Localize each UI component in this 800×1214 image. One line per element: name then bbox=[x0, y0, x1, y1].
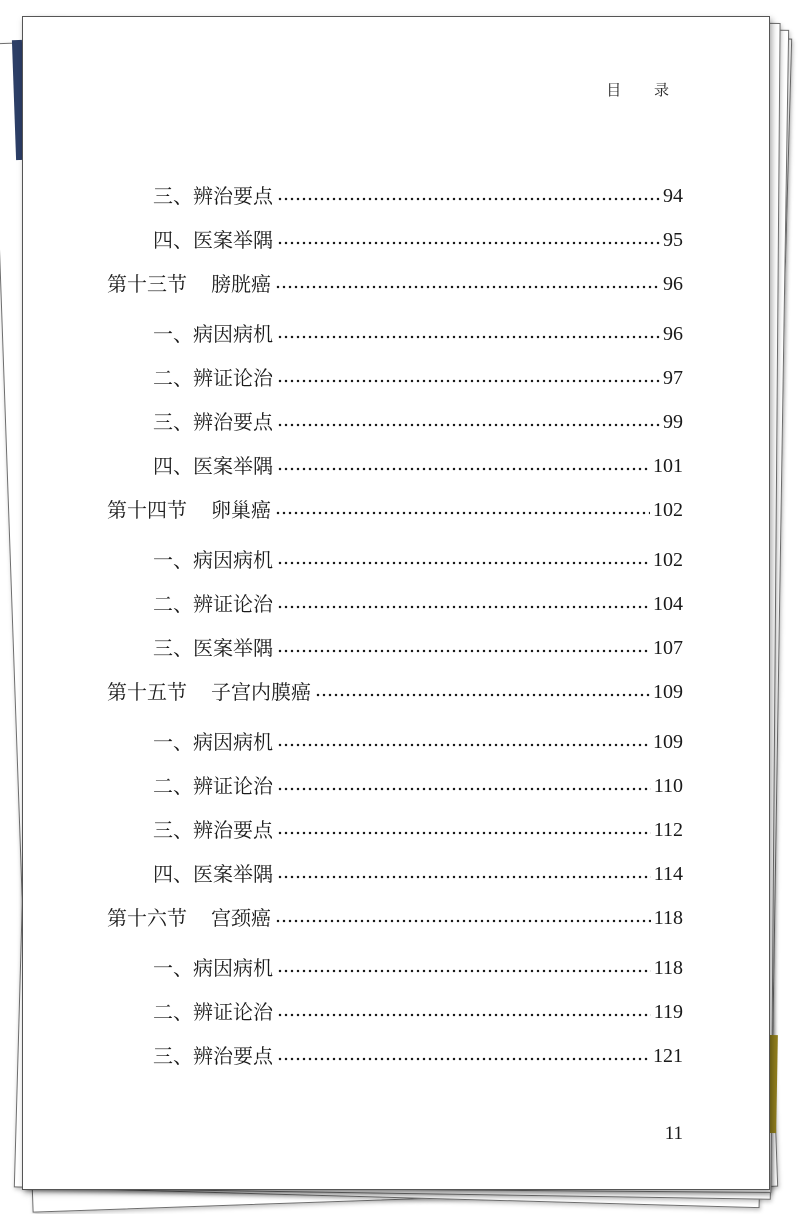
toc-item-label: 三、辨治要点 bbox=[153, 410, 273, 434]
toc-item-label: 四、医案举隅 bbox=[153, 454, 273, 478]
toc-item-label: 四、医案举隅 bbox=[153, 228, 273, 252]
toc-item[interactable] bbox=[153, 954, 683, 982]
toc-item-label: 一、病因病机 bbox=[153, 322, 273, 346]
toc-page bbox=[22, 16, 770, 1190]
toc-item[interactable] bbox=[153, 998, 683, 1026]
toc-page-number: 109 bbox=[653, 681, 683, 703]
toc-page-number: 104 bbox=[653, 593, 683, 615]
toc-page-number: 119 bbox=[653, 1001, 683, 1023]
toc-page-number: 99 bbox=[663, 411, 683, 433]
toc-item-label: 一、病因病机 bbox=[153, 548, 273, 572]
toc-item[interactable] bbox=[153, 452, 683, 480]
toc-item-label: 二、辨证论治 bbox=[153, 1000, 273, 1024]
toc-section[interactable] bbox=[107, 270, 683, 298]
toc-section-title: 卵巢癌 bbox=[211, 498, 271, 522]
toc-section-number: 第十五节 bbox=[107, 680, 187, 704]
toc-item[interactable] bbox=[153, 634, 683, 662]
dot-leader bbox=[277, 423, 660, 427]
dot-leader bbox=[277, 743, 650, 747]
toc-page-number: 96 bbox=[663, 273, 683, 295]
toc-page-number: 96 bbox=[663, 323, 683, 345]
dot-leader bbox=[277, 649, 650, 653]
dot-leader bbox=[277, 335, 660, 339]
running-head: 目 录 bbox=[606, 81, 683, 99]
toc-item[interactable] bbox=[153, 546, 683, 574]
toc-page-number: 94 bbox=[663, 185, 683, 207]
toc-section[interactable] bbox=[107, 678, 683, 706]
dot-leader bbox=[277, 787, 651, 791]
toc-item[interactable] bbox=[153, 226, 683, 254]
toc-item-label: 三、辨治要点 bbox=[153, 184, 273, 208]
toc-item-label: 二、辨证论治 bbox=[153, 592, 273, 616]
toc-page-number: 102 bbox=[653, 499, 683, 521]
toc-page-number: 114 bbox=[653, 863, 683, 885]
dot-leader bbox=[275, 511, 650, 515]
dot-leader bbox=[277, 379, 660, 383]
toc-item[interactable] bbox=[153, 590, 683, 618]
toc-page-number: 118 bbox=[653, 907, 683, 929]
toc-page-number: 109 bbox=[653, 731, 683, 753]
dot-leader bbox=[277, 197, 660, 201]
toc-item-label: 一、病因病机 bbox=[153, 956, 273, 980]
toc-page-number: 102 bbox=[653, 549, 683, 571]
toc-section-number: 第十六节 bbox=[107, 906, 187, 930]
dot-leader bbox=[277, 1013, 651, 1017]
dot-leader bbox=[277, 561, 650, 565]
toc-section-title: 子宫内膜癌 bbox=[211, 680, 311, 704]
toc-page-number: 118 bbox=[653, 957, 683, 979]
dot-leader bbox=[277, 831, 651, 835]
toc-item[interactable] bbox=[153, 182, 683, 210]
toc-section-number: 第十四节 bbox=[107, 498, 187, 522]
toc-section-title: 宫颈癌 bbox=[211, 906, 271, 930]
dot-leader bbox=[275, 919, 651, 923]
toc-item-label: 四、医案举隅 bbox=[153, 862, 273, 886]
dot-leader bbox=[277, 605, 650, 609]
page-number: 11 bbox=[664, 1123, 683, 1144]
toc-page-number: 110 bbox=[653, 775, 683, 797]
toc-item[interactable] bbox=[153, 364, 683, 392]
dot-leader bbox=[277, 969, 651, 973]
toc-section[interactable] bbox=[107, 496, 683, 524]
dot-leader bbox=[277, 467, 650, 471]
dot-leader bbox=[277, 1057, 650, 1061]
toc-page-number: 121 bbox=[653, 1045, 683, 1067]
toc-page-number: 107 bbox=[653, 637, 683, 659]
toc-item[interactable] bbox=[153, 408, 683, 436]
toc-item-label: 三、医案举隅 bbox=[153, 636, 273, 660]
toc-section-number: 第十三节 bbox=[107, 272, 187, 296]
toc-section-title: 膀胱癌 bbox=[211, 272, 271, 296]
toc-page-number: 101 bbox=[653, 455, 683, 477]
toc-item[interactable] bbox=[153, 1042, 683, 1070]
toc-item-label: 三、辨治要点 bbox=[153, 818, 273, 842]
dot-leader bbox=[275, 285, 660, 289]
toc-page-number: 112 bbox=[653, 819, 683, 841]
toc-item-label: 二、辨证论治 bbox=[153, 366, 273, 390]
toc-item[interactable] bbox=[153, 320, 683, 348]
toc-item[interactable] bbox=[153, 860, 683, 888]
toc-page-number: 95 bbox=[663, 229, 683, 251]
toc-item[interactable] bbox=[153, 728, 683, 756]
toc-item[interactable] bbox=[153, 816, 683, 844]
dot-leader bbox=[315, 693, 650, 697]
toc-item[interactable] bbox=[153, 772, 683, 800]
toc-page-number: 97 bbox=[663, 367, 683, 389]
dot-leader bbox=[277, 241, 660, 245]
toc-section[interactable] bbox=[107, 904, 683, 932]
toc-item-label: 二、辨证论治 bbox=[153, 774, 273, 798]
toc-item-label: 三、辨治要点 bbox=[153, 1044, 273, 1068]
toc-item-label: 一、病因病机 bbox=[153, 730, 273, 754]
dot-leader bbox=[277, 875, 651, 879]
